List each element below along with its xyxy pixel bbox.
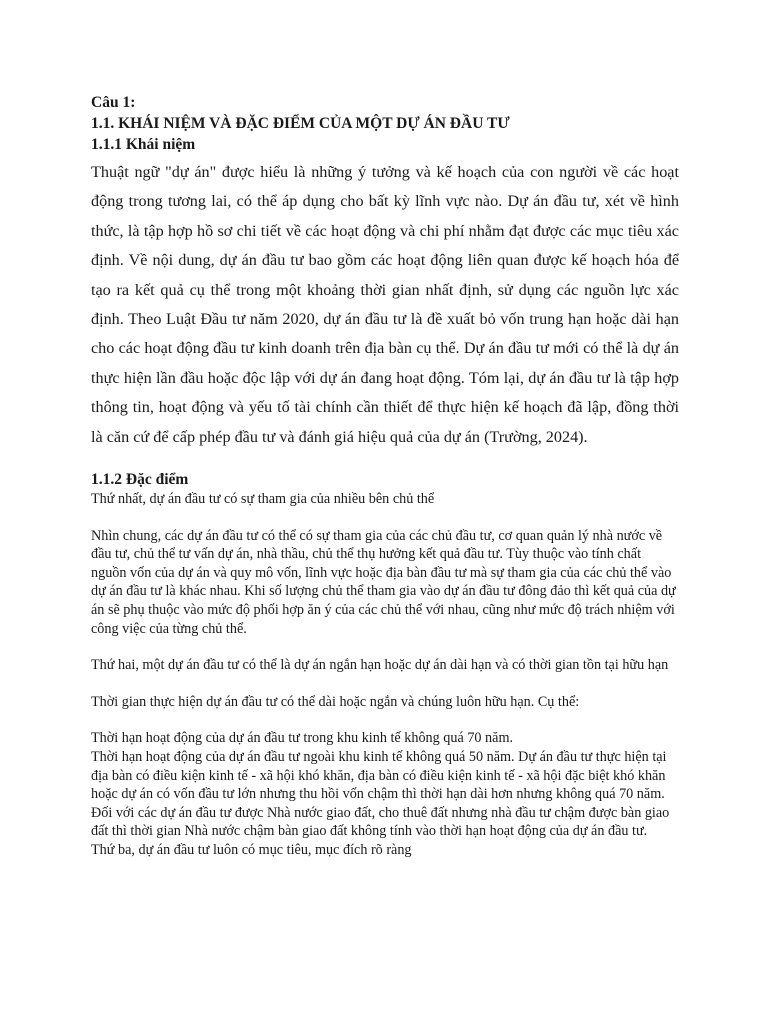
concept-paragraph: Thuật ngữ "dự án" được hiểu là những ý tưởng và kế hoạch của con người về các hoạt động trong tương lai, có thể áp dụng cho bất kỳ lĩnh vực nào. Dự án đầu tư, xét về hình thức, là tập hợp hồ sơ chi tiết về các hoạt động và chi phí nhằm đạt được các mục tiêu xác định. Về nội dung, dự án đầu tư bao gồm các hoạt động liên quan được kế hoạch hóa để tạo ra kết quả cụ thể trong một khoảng thời gian nhất định, sử dụng các nguồn lực xác định. Theo Luật Đầu tư năm 2020, dự án đầu tư là đề xuất bỏ vốn trung hạn hoặc dài hạn cho các hoạt động đầu tư kinh doanh trên địa bàn cụ thể. Dự án đầu tư mới có thể là dự án thực hiện lần đầu hoặc độc lập với dự án đang hoạt động. Tóm lại, dự án đầu tư là tập hợp thông tin, hoạt động và yếu tố tài chính cần thiết để thực hiện kế hoạch đã lập, đồng thời là căn cứ để cấp phép đầu tư và đánh giá hiệu quả của dự án (Trường, 2024). [91,163,679,446]
question-label: Câu 1: [91,94,136,111]
point-3-title: Thứ ba, dự án đầu tư luôn có mục tiêu, mục đích rõ ràng [91,841,412,858]
document-title: 1.1. KHÁI NIỆM VÀ ĐẶC ĐIỂM CỦA MỘT DỰ ÁN ĐẦU TƯ [91,115,510,132]
point-2-intro: Thời gian thực hiện dự án đầu tư có thể dài hoặc ngắn và chúng luôn hữu hạn. Cụ thể: [91,693,580,710]
point-1-title: Thứ nhất, dự án đầu tư có sự tham gia của nhiều bên chủ thể [91,491,435,508]
section-heading-characteristics: 1.1.2 Đặc điểm [91,471,189,489]
point-1-paragraph: Nhìn chung, các dự án đầu tư có thể có sự tham gia của các chủ đầu tư, cơ quan quản lý nhà nước về đầu tư, chủ thể tư vấn dự án, nhà thầu, chủ thể thụ hưởng kết quả đầu tư. Tùy thuộc vào tính chất nguồn vốn của dự án và quy mô vốn, lĩnh vực hoặc địa bàn đầu tư mà sự tham gia của các chủ thể vào dự án đầu tư là khác nhau. Khi số lượng chủ thể tham gia vào dự án đầu tư đông đảo thì kết quả của dự án sẽ phụ thuộc vào mức độ phối hợp ăn ý của các chủ thể với nhau, cũng như mức độ trách nhiệm với công việc của từng chủ thể. [91,527,676,637]
point-2-title: Thứ hai, một dự án đầu tư có thể là dự án ngắn hạn hoặc dự án dài hạn và có thời gian tồn tại hữu hạn [91,657,669,674]
point-2-item-2: Thời hạn hoạt động của dự án đầu tư ngoài khu kinh tế không quá 50 năm. Dự án đầu tư thực hiện tại địa bàn có điều kiện kinh tế - xã hội khó khăn, địa bàn có điều kiện kinh tế - xã hội đặc biệt khó khăn hoặc dự án có vốn đầu tư lớn nhưng thu hồi vốn chậm thì thời hạn dài hơn nhưng không quá 70 năm. [91,749,667,803]
section-heading-concept: 1.1.1 Khái niệm [91,136,196,153]
document-page [91,92,679,860]
point-2-item-3: Đối với các dự án đầu tư được Nhà nước giao đất, cho thuê đất nhưng nhà đầu tư chậm được bàn giao đất thì thời gian Nhà nước chậm bàn giao đất không tính vào thời hạn hoạt động của dự án đầu tư. [91,804,670,840]
point-2-item-1: Thời hạn hoạt động của dự án đầu tư trong khu kinh tế không quá 70 năm. [91,730,514,747]
